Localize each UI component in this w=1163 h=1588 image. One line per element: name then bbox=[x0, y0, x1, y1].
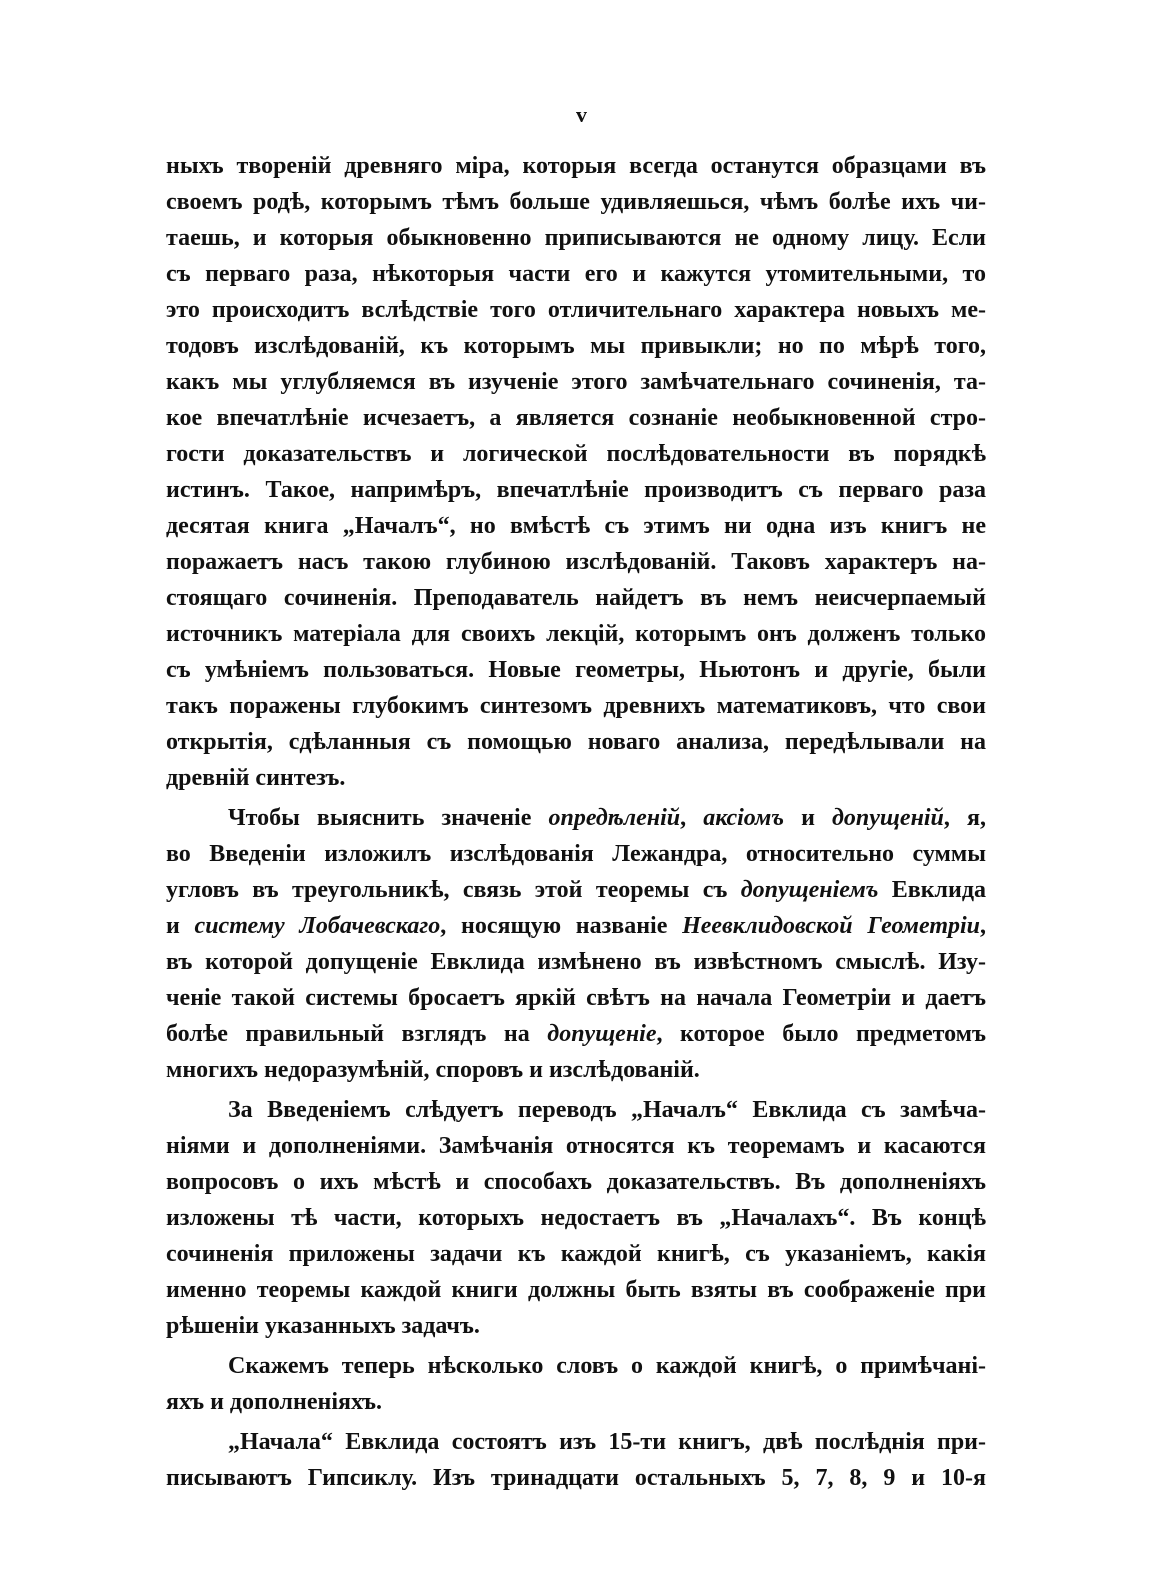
text-line bbox=[166, 1016, 986, 1052]
text-line: десятая книга „Началъ“, но вмѣстѣ съ этимъ ни одна изъ книгъ не bbox=[166, 513, 986, 539]
text-line: таешь, и которыя обыкновенно приписываются не одному лицу. Если bbox=[166, 225, 986, 251]
text-line: За Введеніемъ слѣдуетъ переводъ „Началъ“ Евклида съ замѣча- bbox=[228, 1097, 986, 1123]
text-line: открытія, сдѣланныя съ помощью новаго анализа, передѣлывали на bbox=[166, 729, 986, 755]
text-line: писываютъ Гипсиклу. Изъ тринадцати остальныхъ 5, 7, 8, 9 и 10-я bbox=[166, 1465, 986, 1491]
text-run: болѣе правильный взглядъ на bbox=[166, 1021, 548, 1047]
text-line: тодовъ изслѣдованій, къ которымъ мы привыкли; но по мѣрѣ того, bbox=[166, 333, 986, 359]
text-run: , которое было предметомъ bbox=[656, 1021, 986, 1047]
text-line: въ которой допущеніе Евклида измѣнено въ извѣстномъ смыслѣ. Изу- bbox=[166, 949, 986, 975]
text-line: гости доказательствъ и логической послѣдовательности въ порядкѣ bbox=[166, 441, 986, 467]
text-line: кое впечатлѣніе исчезаетъ, а является сознаніе необыкновенной стро- bbox=[166, 405, 986, 431]
text-run: , я, bbox=[943, 805, 986, 831]
text-line: своемъ родѣ, которымъ тѣмъ больше удивляешься, чѣмъ болѣе ихъ чи- bbox=[166, 189, 986, 215]
text-run: угловъ въ треугольникѣ, связь этой теоремы съ bbox=[166, 877, 741, 903]
text-line: истинъ. Такое, напримѣръ, впечатлѣніе производитъ съ перваго раза bbox=[166, 477, 986, 503]
text-line: какъ мы углубляемся въ изученіе этого замѣчательнаго сочиненія, та- bbox=[166, 369, 986, 395]
page-number: v bbox=[576, 102, 587, 127]
text-run: , bbox=[980, 913, 986, 939]
text-run: Чтобы выяснить значеніе bbox=[228, 805, 549, 831]
italic-term: аксіомъ bbox=[703, 805, 784, 831]
paragraph-5 bbox=[166, 1424, 986, 1496]
italic-term: допущеніемъ bbox=[740, 877, 879, 903]
text-line bbox=[166, 908, 986, 944]
text-line: во Введеніи изложилъ изслѣдованія Лежандра, относительно суммы bbox=[166, 841, 986, 867]
text-run: и bbox=[166, 913, 195, 939]
text-run: , bbox=[680, 805, 704, 831]
text-line bbox=[166, 800, 986, 836]
text-line bbox=[166, 872, 986, 908]
paragraph-1 bbox=[166, 148, 986, 796]
text-line: сочиненія приложены задачи къ каждой книгѣ, съ указаніемъ, какія bbox=[166, 1241, 986, 1267]
text-line: ченіе такой системы бросаетъ яркій свѣтъ на начала Геометріи и даетъ bbox=[166, 985, 986, 1011]
paragraph-4 bbox=[166, 1348, 986, 1420]
text-line: съ перваго раза, нѣкоторыя части его и кажутся утомительными, то bbox=[166, 261, 986, 287]
italic-term: Неевклидовской Геометріи bbox=[682, 913, 981, 939]
italic-term: систему Лобачевскаго bbox=[194, 913, 441, 939]
text-line: съ умѣніемъ пользоваться. Новые геометры, Ньютонъ и другіе, были bbox=[166, 657, 986, 683]
text-line: древній синтезъ. bbox=[166, 765, 346, 791]
italic-term: допущеній bbox=[832, 805, 944, 831]
text-line: яхъ и дополненіяхъ. bbox=[166, 1389, 383, 1415]
italic-term: допущеніе bbox=[547, 1021, 657, 1047]
text-line: стоящаго сочиненія. Преподаватель найдетъ въ немъ неисчерпаемый bbox=[166, 585, 986, 611]
text-line: изложены тѣ части, которыхъ недостаетъ въ „Началахъ“. Въ концѣ bbox=[166, 1205, 986, 1231]
paragraph-3 bbox=[166, 1092, 986, 1344]
text-line: источникъ матеріала для своихъ лекцій, которымъ онъ долженъ только bbox=[166, 621, 986, 647]
italic-term: опредѣленій bbox=[548, 805, 681, 831]
text-line: „Начала“ Евклида состоятъ изъ 15-ти книгъ, двѣ послѣднія при- bbox=[228, 1429, 986, 1455]
text-line: такъ поражены глубокимъ синтезомъ древнихъ математиковъ, что свои bbox=[166, 693, 986, 719]
text-line: поражаетъ насъ такою глубиною изслѣдованій. Таковъ характеръ на- bbox=[166, 549, 986, 575]
text-run: Евклида bbox=[878, 877, 986, 903]
text-line: именно теоремы каждой книги должны быть взяты въ соображеніе при bbox=[166, 1277, 986, 1303]
text-run: , носящую названіе bbox=[440, 913, 683, 939]
text-run: и bbox=[783, 805, 833, 831]
paragraph-2 bbox=[166, 800, 986, 1088]
text-line: рѣшеніи указанныхъ задачъ. bbox=[166, 1313, 480, 1339]
text-line: это происходитъ вслѣдствіе того отличительнаго характера новыхъ ме- bbox=[166, 297, 986, 323]
text-line: ніями и дополненіями. Замѣчанія относятся къ теоремамъ и касаются bbox=[166, 1133, 986, 1159]
text-line: многихъ недоразумѣній, споровъ и изслѣдованій. bbox=[166, 1057, 700, 1083]
text-line: ныхъ твореній древняго міра, которыя всегда останутся образцами въ bbox=[166, 153, 986, 179]
text-line: вопросовъ о ихъ мѣстѣ и способахъ доказательствъ. Въ дополненіяхъ bbox=[166, 1169, 986, 1195]
text-line: Скажемъ теперь нѣсколько словъ о каждой книгѣ, о примѣчані- bbox=[228, 1353, 986, 1379]
body-text bbox=[166, 148, 986, 1496]
